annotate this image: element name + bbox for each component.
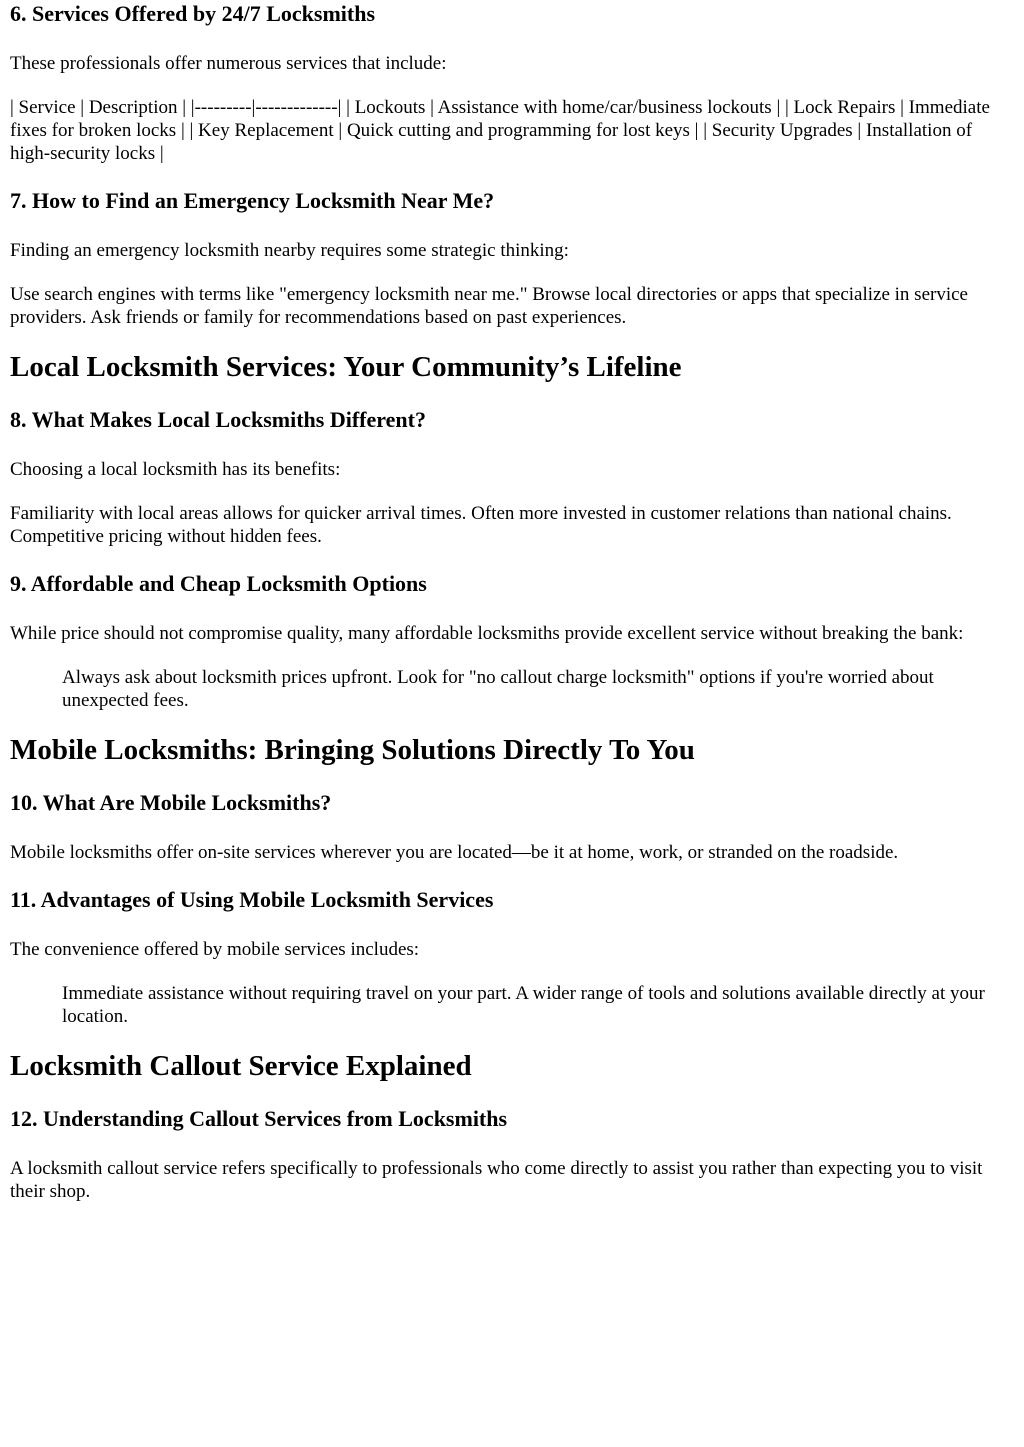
heading-what-are-mobile-locksmiths: 10. What Are Mobile Locksmiths? bbox=[10, 790, 332, 815]
heading-affordable-options: 9. Affordable and Cheap Locksmith Options bbox=[10, 571, 427, 596]
heading-callout-service-explained: Locksmith Callout Service Explained bbox=[10, 1050, 472, 1082]
affordable-quote: Always ask about locksmith prices upfront. Look for "no callout charge locksmith" options if you're worried about unexpected fees. bbox=[62, 667, 934, 711]
services-table-text: | Service | Description | |---------|-------------| | Lockouts | Assistance with home/car/business lockouts | | Lock Repairs | Immediate fixes for broken locks | | Key Replacement | Quick cutting and programming for lost keys | | Security Upgrades | Installation of high-security locks | bbox=[10, 97, 990, 164]
find-locksmith-intro: Finding an emergency locksmith nearby requires some strategic thinking: bbox=[10, 240, 569, 261]
services-intro: These professionals offer numerous services that include: bbox=[10, 53, 447, 74]
local-different-body: Familiarity with local areas allows for quicker arrival times. Often more invested in customer relations than national chains. Competitive pricing without hidden fees. bbox=[10, 503, 952, 547]
callout-body: A locksmith callout service refers specifically to professionals who come directly to assist you rather than expecting you to visit their shop. bbox=[10, 1158, 983, 1202]
heading-services-offered: 6. Services Offered by 24/7 Locksmiths bbox=[10, 1, 376, 26]
find-locksmith-body: Use search engines with terms like "emergency locksmith near me." Browse local directories or apps that specialize in service providers. Ask friends or family for recommendations based on past experiences. bbox=[10, 284, 968, 328]
affordable-intro: While price should not compromise quality, many affordable locksmiths provide excellent service without breaking the bank: bbox=[10, 623, 964, 644]
heading-local-locksmiths-different: 8. What Makes Local Locksmiths Different? bbox=[10, 407, 426, 432]
mobile-advantages-intro: The convenience offered by mobile services includes: bbox=[10, 939, 420, 960]
heading-find-emergency-locksmith: 7. How to Find an Emergency Locksmith Near Me? bbox=[10, 188, 495, 213]
heading-mobile-advantages: 11. Advantages of Using Mobile Locksmith Services bbox=[10, 887, 494, 912]
document-page bbox=[0, 1, 1024, 1203]
mobile-locksmiths-body: Mobile locksmiths offer on-site services wherever you are located—be it at home, work, or stranded on the roadside. bbox=[10, 842, 899, 863]
heading-local-locksmith-services: Local Locksmith Services: Your Community’s Lifeline bbox=[10, 351, 682, 383]
heading-mobile-locksmiths: Mobile Locksmiths: Bringing Solutions Directly To You bbox=[10, 734, 695, 766]
local-different-intro: Choosing a local locksmith has its benefits: bbox=[10, 459, 341, 480]
mobile-advantages-quote: Immediate assistance without requiring travel on your part. A wider range of tools and solutions available directly at your location. bbox=[62, 983, 985, 1027]
heading-understanding-callout: 12. Understanding Callout Services from Locksmiths bbox=[10, 1106, 508, 1131]
